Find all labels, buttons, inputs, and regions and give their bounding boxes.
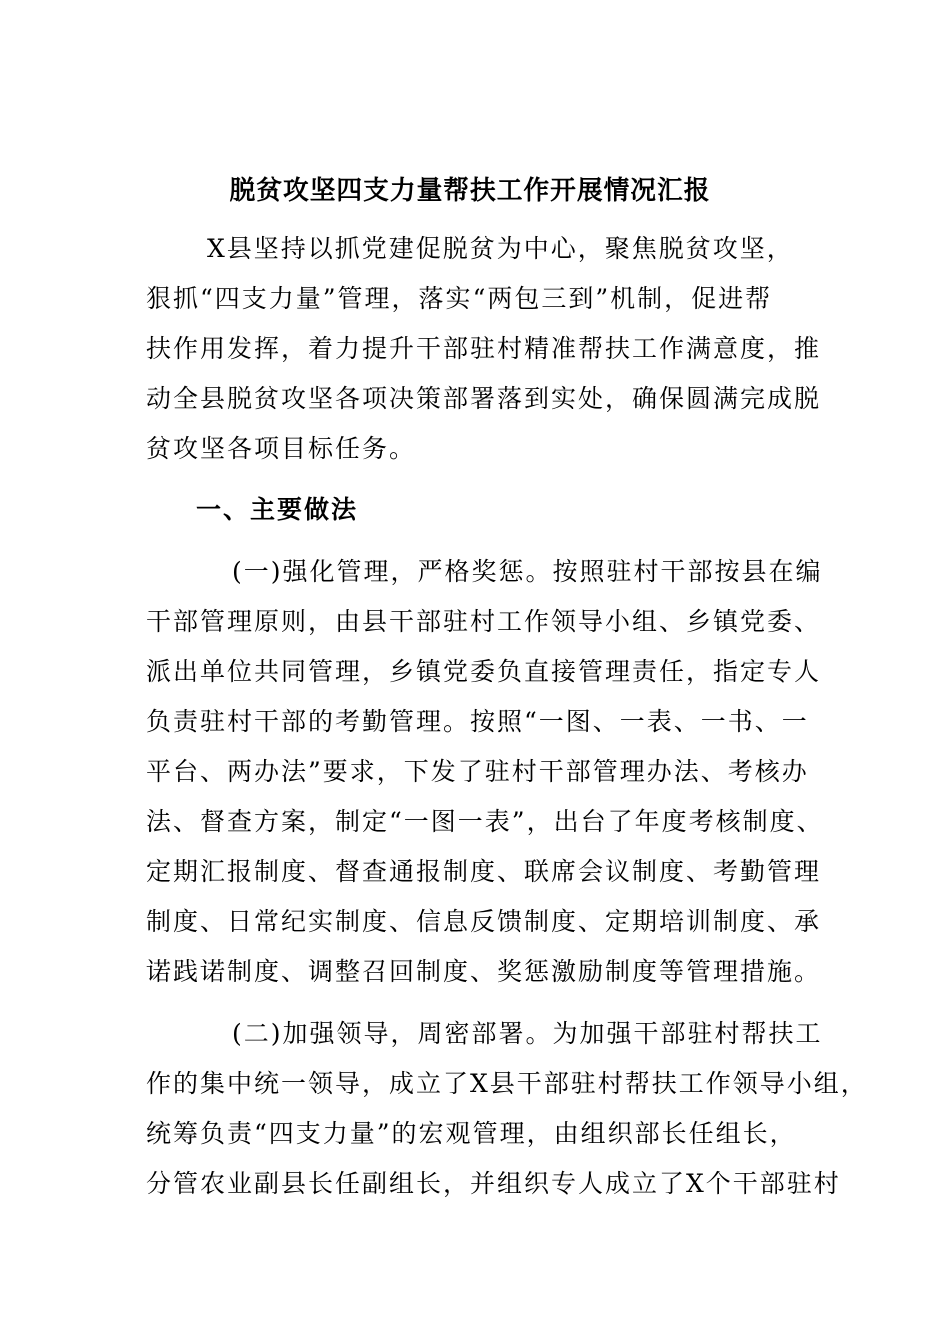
paragraph-line: 作的集中统一领导，成立了X县干部驻村帮扶工作领导小组， bbox=[146, 1069, 868, 1098]
paragraph-line: 分管农业副县长任副组长，并组织专人成立了X个干部驻村 bbox=[146, 1169, 841, 1198]
paragraph-line: 法、督查方案，制定“一图一表”，出台了年度考核制度、 bbox=[146, 807, 824, 836]
intro-line: 贫攻坚各项目标任务。 bbox=[146, 434, 417, 463]
intro-line: 动全县脱贫攻坚各项决策部署落到实处，确保圆满完成脱 bbox=[146, 384, 822, 413]
paragraph-line: 平台、两办法”要求，下发了驻村干部管理办法、考核办 bbox=[146, 757, 809, 786]
paragraph-line: 定期汇报制度、督查通报制度、联席会议制度、考勤管理 bbox=[146, 857, 822, 886]
paragraph-line: (二)加强领导，周密部署。为加强干部驻村帮扶工 bbox=[232, 1019, 823, 1048]
paragraph-line: 干部管理原则，由县干部驻村工作领导小组、乡镇党委、 bbox=[146, 607, 822, 636]
paragraph-line: 统筹负责“四支力量”的宏观管理，由组织部长任组长， bbox=[146, 1119, 797, 1148]
paragraph-line: 诺践诺制度、调整召回制度、奖惩激励制度等管理措施。 bbox=[146, 957, 822, 986]
intro-line: 狠抓“四支力量”管理，落实“两包三到”机制，促进帮 bbox=[146, 284, 773, 313]
section-heading: 一、主要做法 bbox=[196, 495, 359, 524]
paragraph-line: 负责驻村干部的考勤管理。按照“一图、一表、一书、一 bbox=[146, 707, 809, 736]
paragraph-line: (一)强化管理，严格奖惩。按照驻村干部按县在编 bbox=[232, 557, 823, 586]
intro-line: 扶作用发挥，着力提升干部驻村精准帮扶工作满意度，推 bbox=[146, 334, 822, 363]
paragraph-line: 制度、日常纪实制度、信息反馈制度、定期培训制度、承 bbox=[146, 907, 822, 936]
paragraph-line: 派出单位共同管理，乡镇党委负直接管理责任，指定专人 bbox=[146, 657, 822, 686]
document-title: 脱贫攻坚四支力量帮扶工作开展情况汇报 bbox=[229, 176, 711, 206]
intro-line: X县坚持以抓党建促脱贫为中心，聚焦脱贫攻坚， bbox=[207, 234, 794, 263]
